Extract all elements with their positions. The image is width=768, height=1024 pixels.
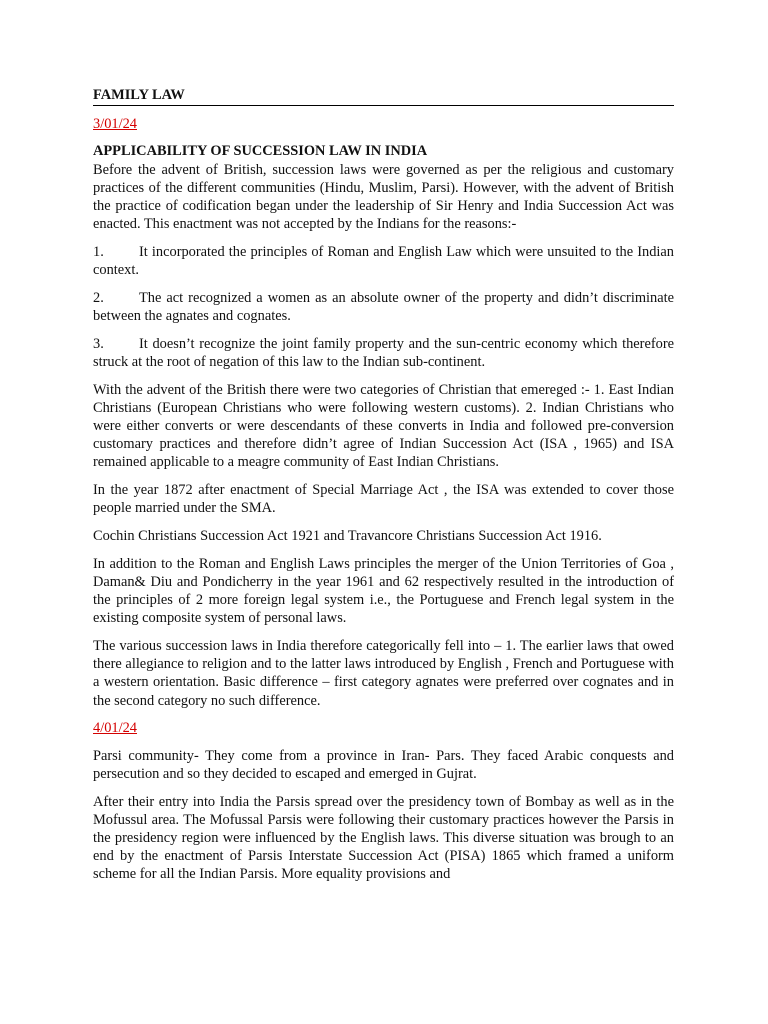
list-text: It incorporated the principles of Roman and English Law which were unsuited to the Indian context. <box>93 243 674 279</box>
paragraph-intro: Before the advent of British, succession laws were governed as per the religious and customary practices of the different communities (Hindu, Muslim, Parsi). However, with the advent of British the practice of codification began under the leadership of Sir Henry and India Succession Act was enacted. This enactment was not accepted by the Indians for the reasons:- <box>93 161 674 233</box>
document-title: FAMILY LAW <box>93 86 674 106</box>
date-heading-1: 3/01/24 <box>93 116 137 133</box>
document-page <box>93 86 674 893</box>
list-number: 2. <box>93 289 104 306</box>
list-text: The act recognized a women as an absolute owner of the property and didn’t discriminate between the agnates and cognates. <box>93 289 674 325</box>
list-number: 3. <box>93 335 104 352</box>
paragraph-union-territories: In addition to the Roman and English Laws principles the merger of the Union Territories of Goa , Daman& Diu and Pondicherry in the year 1961 and 62 respectively resulted in the introduction of the principles of 2 more foreign legal system i.e., the Portuguese and French legal system in the existing composite system of personal laws. <box>93 555 674 627</box>
section-heading: APPLICABILITY OF SUCCESSION LAW IN INDIA <box>93 143 428 160</box>
paragraph-sma: In the year 1872 after enactment of Special Marriage Act , the ISA was extended to cover those people married under the SMA. <box>93 482 674 517</box>
list-item-3 <box>93 335 674 371</box>
paragraph-categories: The various succession laws in India therefore categorically fell into – 1. The earlier laws that owed there allegiance to religion and to the latter laws introduced by English , French and Portuguese with a western orientation. Basic difference – first category agnates were preferred over cognates and in the second category no such difference. <box>93 638 674 709</box>
paragraph-christians: With the advent of the British there were two categories of Christian that emereged :- 1. East Indian Christians (European Christians who were following western customs). 2. Indian Christians who were either converts or were descendants of these converts in India and followed pre-conversion customary practices and therefore didn’t agree of Indian Succession Act (ISA , 1965) and ISA remained applicable to a meagre community of East Indian Christians. <box>93 381 674 471</box>
paragraph-cochin: Cochin Christians Succession Act 1921 and Travancore Christians Succession Act 1916. <box>93 528 602 545</box>
paragraph-parsi-entry: After their entry into India the Parsis spread over the presidency town of Bombay as well as in the Mofussul area. The Mofussal Parsis were following their customary practices however the Parsis in the presidency region were influenced by the English laws. This diverse situation was brough to an end by the enactment of Parsis Interstate Succession Act (PISA) 1865 which framed a uniform scheme for all the Indian Parsis. More equality provisions and <box>93 793 674 883</box>
list-number: 1. <box>93 243 104 260</box>
date-heading-2: 4/01/24 <box>93 720 137 737</box>
list-text: It doesn’t recognize the joint family property and the sun-centric economy which therefore struck at the root of negation of this law to the Indian sub-continent. <box>93 335 674 370</box>
paragraph-parsi: Parsi community- They come from a province in Iran- Pars. They faced Arabic conquests and persecution and so they decided to escaped and emerged in Gujrat. <box>93 747 674 782</box>
list-item-1 <box>93 243 674 279</box>
list-item-2 <box>93 289 674 325</box>
